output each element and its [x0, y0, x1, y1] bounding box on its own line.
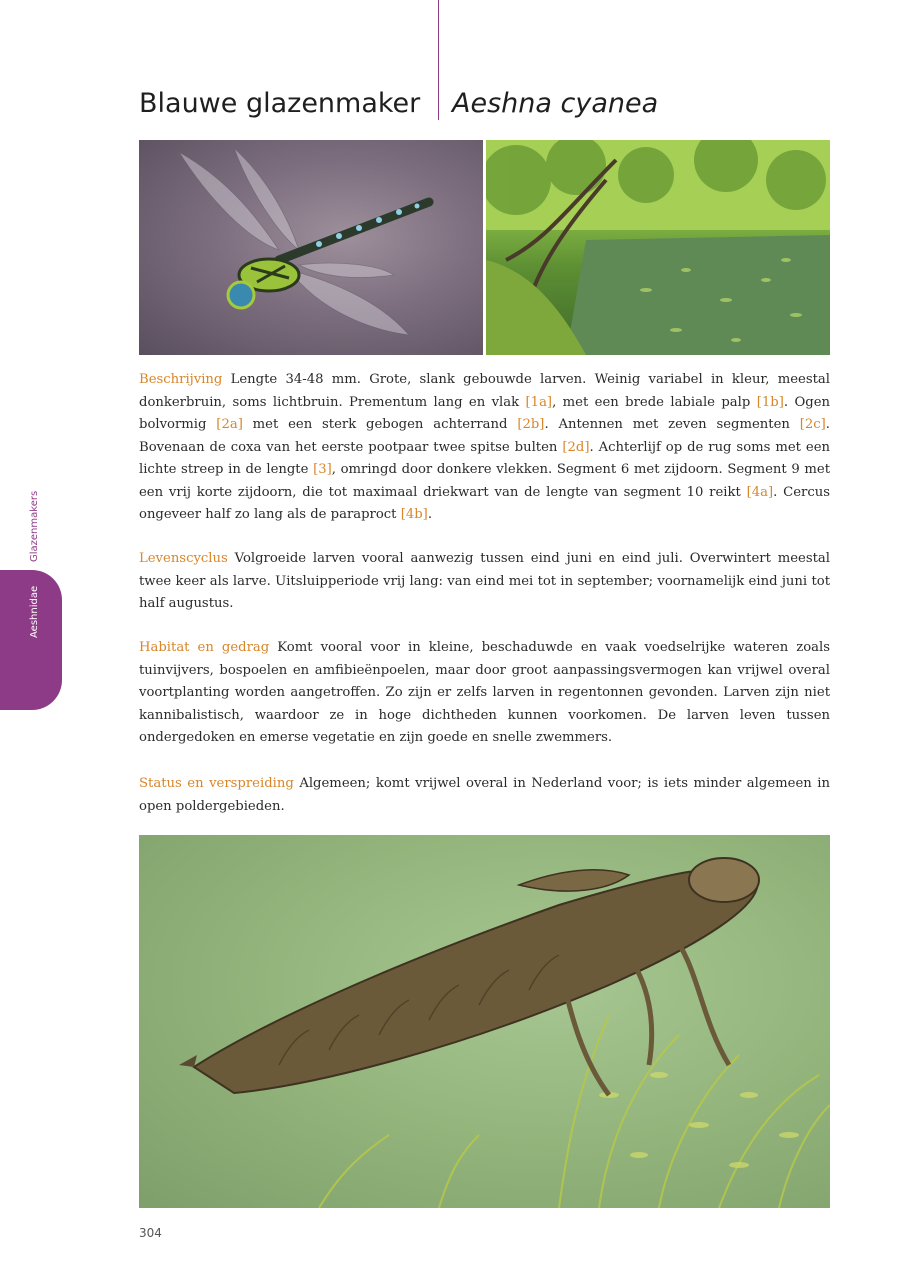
description-heading: Beschrijving — [139, 372, 223, 387]
figure-ref[interactable]: [4a] — [746, 484, 774, 500]
life-cycle-heading: Levenscyclus — [139, 551, 228, 566]
page-title — [139, 84, 659, 124]
habitat-paragraph: Habitat en gedrag Komt vooral voor in kleine, beschaduwde en vaak voedselrijke wateren zoals tuinvijvers, bospoelen en amfibieënpoelen, maar door groot aanpassingsvermogen kan vrijwel overal voortplanting worden aangetroffen. Zo zijn er zelfs larven in regentonnen gevonden. Larven zijn niet kannibalistisch, waardoor ze in hoge dichtheden kunnen voorkomen. De larven leven tussen ondergedoken en emerse vegetatie en zijn goede en snelle zwemmers. — [139, 640, 830, 745]
scientific-name: Aeshna cyanea — [452, 88, 659, 119]
figure-ref[interactable]: [3] — [313, 462, 332, 477]
figure-ref[interactable]: [4b] — [400, 507, 428, 522]
figure-ref[interactable]: [2b] — [517, 417, 545, 432]
status-heading: Status en verspreiding — [139, 776, 294, 791]
figure-ref[interactable]: [1b] — [756, 394, 784, 410]
habitat-heading: Habitat en gedrag — [139, 640, 270, 655]
adult-dragonfly-photo — [139, 140, 483, 355]
pond-habitat-photo — [486, 140, 830, 355]
figure-ref[interactable]: [2d] — [562, 439, 590, 455]
figure-ref[interactable]: [2a] — [216, 417, 243, 432]
page-number: 304 — [139, 1226, 162, 1240]
life-cycle-paragraph: Levenscyclus Volgroeide larven vooral aanwezig tussen eind juni en eind juli. Overwintert meestal twee keer als larve. Uitsluipperiode vrij lang: van eind mei tot in september; voornamelijk eind juni tot half augustus. — [139, 551, 830, 611]
status-paragraph: Status en verspreiding Algemeen; komt vrijwel overal in Nederland voor; is iets minder algemeen in open poldergebieden. — [139, 776, 830, 814]
figure-ref[interactable]: [2c] — [799, 417, 826, 432]
figure-ref[interactable]: [1a] — [525, 394, 553, 410]
group-label: Glazenmakers — [29, 490, 40, 562]
common-name: Blauwe glazenmaker — [139, 88, 421, 119]
family-label: Aeshnidae — [29, 585, 40, 638]
description-paragraph: Beschrijving Lengte 34-48 mm. Grote, slank gebouwde larven. Weinig variabel in kleur, meestal donkerbruin, soms lichtbruin. Prementum lang en vlak [1a], met een brede labiale palp [1b]. Ogen bolvormig [2a] met een sterk gebogen achterrand [2b]. Antennen met zeven segmenten [2c]. Bovenaan de coxa van het eerste pootpaar twee spitse bulten [2d]. Achterlijf op de rug soms met een lichte streep in de lengte [3], omringd door donkere vlekken. Segment 6 met zijdoorn. Segment 9 met een vrij korte zijdoorn, die tot maximaal driekwart van de lengte van segment 10 reikt [4a]. Cercus ongeveer half zo lang als de paraproct [4b]. — [139, 372, 830, 522]
larva-photo — [139, 835, 830, 1208]
title-divider — [438, 0, 439, 120]
